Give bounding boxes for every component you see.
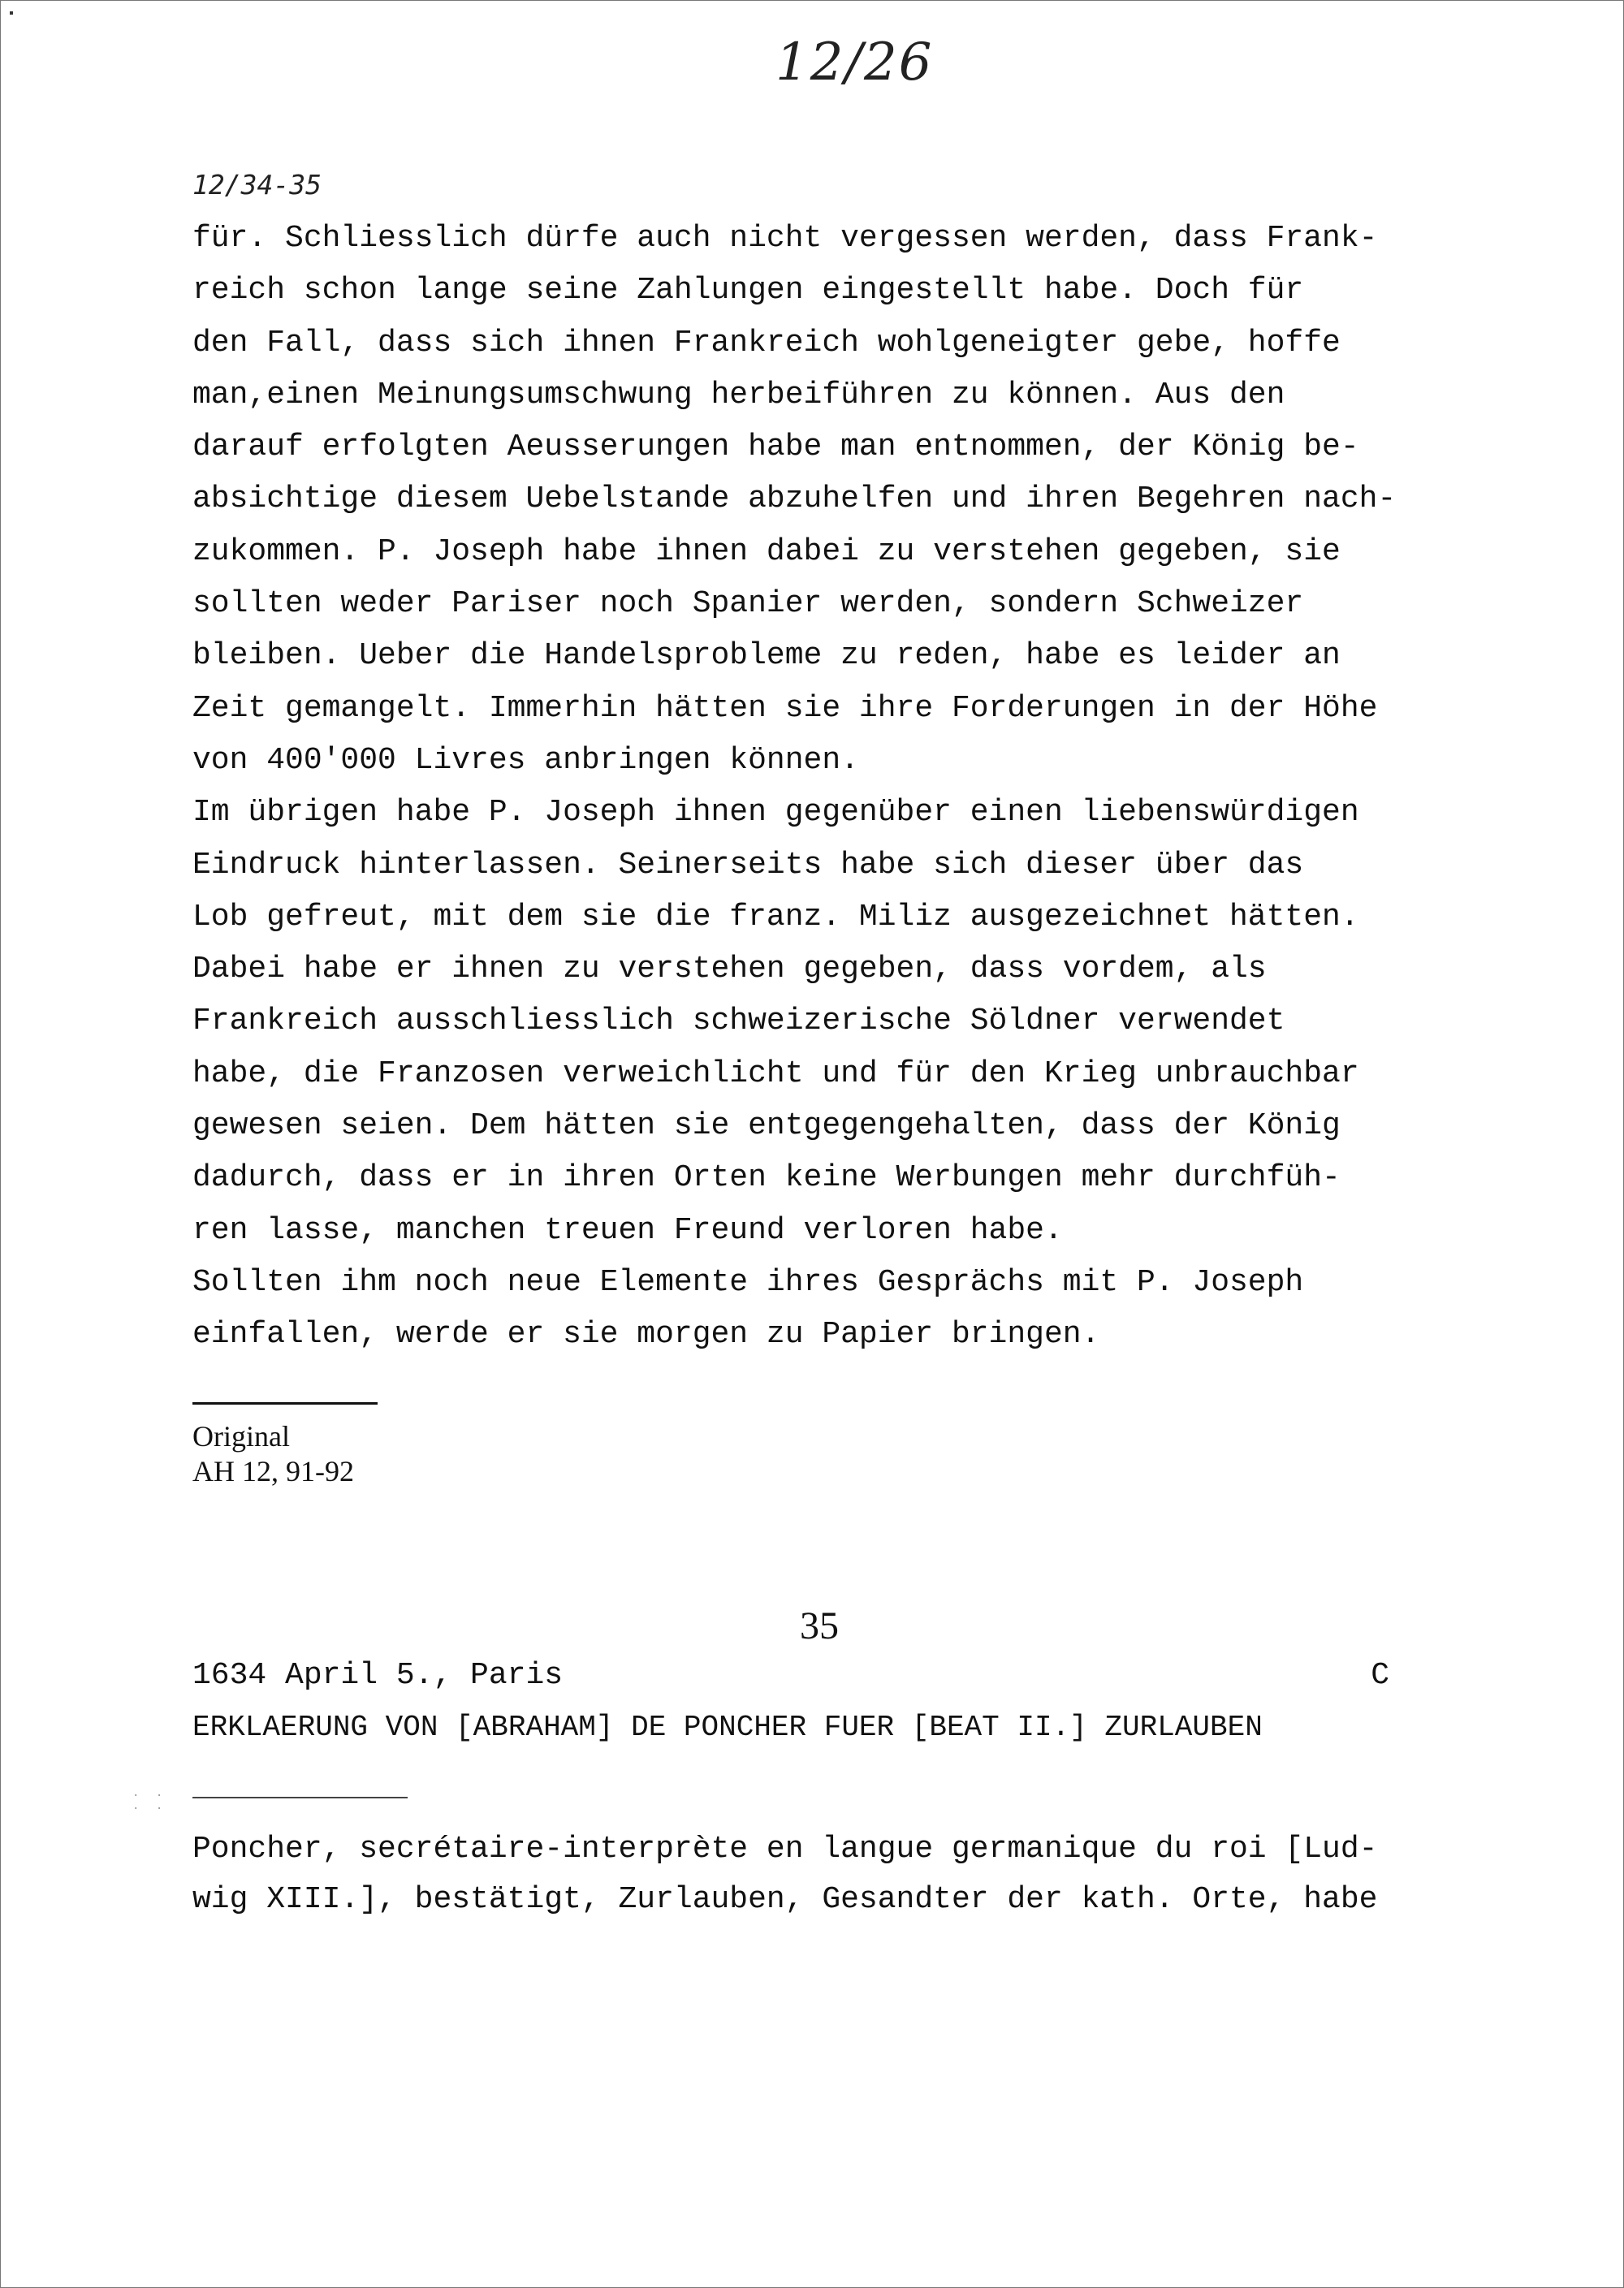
body-line: gewesen seien. Dem hätten sie entgegengehalten, dass der König xyxy=(192,1108,1341,1144)
body-line: reich schon lange seine Zahlungen eingestellt habe. Doch für xyxy=(192,273,1304,309)
date-place: 1634 April 5., Paris xyxy=(192,1658,564,1693)
document-category: C xyxy=(1371,1658,1389,1693)
body-line: einfallen, werde er sie morgen zu Papier bringen. xyxy=(192,1317,1100,1353)
rule-dots: · · · · xyxy=(132,1789,168,1815)
body-line: Im übrigen habe P. Joseph ihnen gegenüber einen liebenswürdigen xyxy=(192,795,1359,831)
body-line: Frankreich ausschliesslich schweizerische Söldner verwendet xyxy=(192,1004,1285,1039)
body-line: darauf erfolgten Aeusserungen habe man entnommen, der König be- xyxy=(192,430,1359,465)
abstract-line: wig XIII.], bestätigt, Zurlauben, Gesandter der kath. Orte, habe xyxy=(192,1882,1378,1917)
document-heading: ERKLAERUNG VON [ABRAHAM] DE PONCHER FUER [BEAT II.] ZURLAUBEN xyxy=(192,1711,1263,1744)
body-line: ren lasse, manchen treuen Freund verloren habe. xyxy=(192,1212,1063,1248)
body-line: sollten weder Pariser noch Spanier werden, sondern Schweizer xyxy=(192,586,1304,622)
scan-mark xyxy=(10,11,13,15)
source-label: Original xyxy=(192,1420,290,1453)
body-line: für. Schliesslich dürfe auch nicht vergessen werden, dass Frank- xyxy=(192,221,1378,256)
body-text xyxy=(192,213,1459,1362)
source-reference: AH 12, 91-92 xyxy=(192,1455,354,1487)
source-note xyxy=(192,1419,354,1489)
document-reference: 12/34-35 xyxy=(192,169,322,201)
heading-rule xyxy=(192,1797,408,1798)
document-number: 35 xyxy=(800,1604,839,1647)
body-line: man,einen Meinungsumschwung herbeiführen zu können. Aus den xyxy=(192,377,1285,412)
footnote-rule xyxy=(192,1402,378,1405)
body-line: Eindruck hinterlassen. Seinerseits habe sich dieser über das xyxy=(192,847,1304,883)
handwritten-page-number: 12/26 xyxy=(775,32,934,93)
body-line: den Fall, dass sich ihnen Frankreich wohlgeneigter gebe, hoffe xyxy=(192,325,1341,360)
body-line: Zeit gemangelt. Immerhin hätten sie ihre Forderungen in der Höhe xyxy=(192,690,1378,726)
abstract-line: Poncher, secrétaire-interprète en langue germanique du roi [Lud- xyxy=(192,1832,1378,1867)
body-line: habe, die Franzosen verweichlicht und für den Krieg unbrauchbar xyxy=(192,1056,1359,1091)
body-line: Sollten ihm noch neue Elemente ihres Gesprächs mit P. Joseph xyxy=(192,1264,1304,1300)
body-line: zukommen. P. Joseph habe ihnen dabei zu verstehen gegeben, sie xyxy=(192,533,1341,569)
body-line: absichtige diesem Uebelstande abzuhelfen und ihren Begehren nach- xyxy=(192,481,1397,517)
body-line: dadurch, dass er in ihren Orten keine Werbungen mehr durchfüh- xyxy=(192,1160,1341,1196)
date-line xyxy=(192,1658,1389,1693)
body-line: von 400'000 Livres anbringen können. xyxy=(192,742,859,778)
body-line: Lob gefreut, mit dem sie die franz. Miliz ausgezeichnet hätten. xyxy=(192,899,1359,935)
body-line: Dabei habe er ihnen zu verstehen gegeben, dass vordem, als xyxy=(192,952,1267,987)
abstract-text xyxy=(192,1824,1459,1925)
body-line: bleiben. Ueber die Handelsprobleme zu reden, habe es leider an xyxy=(192,638,1341,674)
